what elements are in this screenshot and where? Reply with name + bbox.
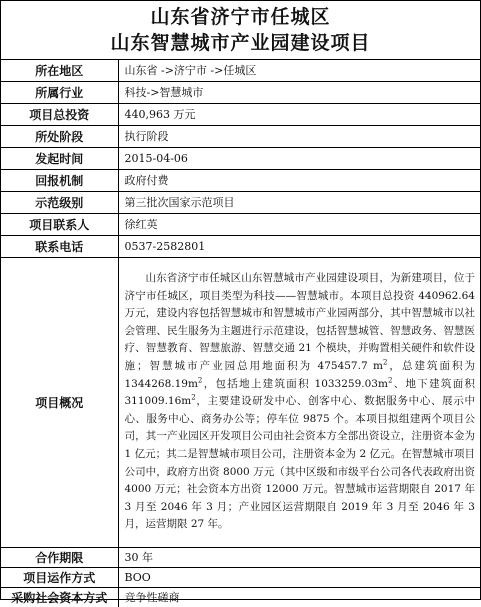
row-value-industry: 科技->智慧城市 (118, 81, 480, 103)
row-label-demo-level: 示范级别 (1, 191, 118, 213)
table-row (1, 169, 480, 191)
row-value-start-date: 2015-04-06 (118, 147, 480, 169)
row-value-stage: 执行阶段 (118, 125, 480, 147)
row-label-cooperation-period: 合作期限 (1, 547, 118, 567)
overview-text-part: 、地下建筑面积 311009.16m (124, 377, 475, 408)
table-row (1, 103, 480, 125)
table-row (1, 587, 480, 607)
row-value-return-mechanism: 政府付费 (118, 169, 480, 191)
row-label-return-mechanism: 回报机制 (1, 169, 118, 191)
table-row (1, 257, 480, 547)
row-label-investment: 项目总投资 (1, 103, 118, 125)
table-row (1, 213, 480, 235)
row-value-demo-level: 第三批次国家示范项目 (118, 191, 480, 213)
title-line-1: 山东省济宁市任城区 (150, 6, 331, 28)
table-row (1, 235, 480, 257)
table-row (1, 81, 480, 103)
overview-text-part: ，总建筑面积为 1344268.19m (124, 360, 476, 390)
table-row (1, 567, 480, 587)
overview-text-part: ，包括地上建筑面积 1033259.03m (202, 377, 388, 390)
row-label-stage: 所处阶段 (1, 125, 118, 147)
row-label-operation-mode: 项目运作方式 (1, 567, 118, 587)
overview-text-part: ，主要建设研发中心、创客中心、数据服务中心、展示中心、服务中心、商务办公等；停车位 9875 个。本项目拟组建两个项目公司，其一产业园区开发项目公司由社会资本方全部出资设立，注册资本金为 1 亿元；其二是智慧城市项目公司，注册资本金为 2 亿元。在智慧城市项目公司中，政府方出资 8000 万元（其中区级和市级平台公司各代表政府出资 4000 万元；社会资本方出资 12000 万元。智慧城市运营期限自 2017 年 3 月至 2046 年 3 月；产业园区运营期限自 2019 年 3 月至 2046 年 3 月，运营期限 27 年。 (124, 395, 475, 531)
row-value-investment: 440,963 万元 (118, 103, 480, 125)
row-value-region: 山东省 ->济宁市 ->任城区 (118, 60, 480, 81)
row-value-operation-mode: BOO (118, 567, 480, 587)
table-row (1, 125, 480, 147)
table-row (1, 547, 480, 567)
title-line-2: 山东智慧城市产业园建设项目 (110, 32, 371, 54)
overview-text-part: 山东省济宁市任城区山东智慧城市产业园建设项目，为新建项目，位于济宁市任城区，项目类型为科技——智慧城市。本项目总投资 440962.64 万元，建设内容包括智慧城市和智慧城市产业园两部分，其中智慧城市以社会管理、民生服务为主题进行示范建设，包括智慧城管、智慧政务、智慧医疗、智慧教育、智慧旅游、智慧交通 21 个模块，并购置相关硬件和软件设施；智慧城市产业园总用地面积为 475457.7 m (124, 272, 475, 373)
row-value-phone: 0537-2582801 (118, 235, 480, 257)
row-label-procurement-method: 采购社会资本方式 (1, 587, 118, 607)
row-value-contact: 徐红英 (118, 213, 480, 235)
table-row (1, 191, 480, 213)
row-label-phone: 联系电话 (1, 235, 118, 257)
page-title (1, 1, 480, 60)
superscript: 2 (197, 376, 203, 385)
table-row (1, 60, 480, 81)
superscript: 2 (387, 376, 393, 385)
row-label-region: 所在地区 (1, 60, 118, 81)
superscript: 2 (382, 358, 388, 367)
row-value-cooperation-period: 30 年 (118, 547, 480, 567)
row-label-contact: 项目联系人 (1, 213, 118, 235)
row-value-overview (118, 257, 480, 547)
info-table (1, 60, 480, 607)
overview-text (119, 268, 481, 536)
row-label-start-date: 发起时间 (1, 147, 118, 169)
superscript: 2 (191, 393, 196, 402)
row-label-overview: 项目概况 (1, 257, 118, 547)
row-label-industry: 所属行业 (1, 81, 118, 103)
row-value-procurement-method: 竞争性磋商 (118, 587, 480, 607)
table-row (1, 147, 480, 169)
